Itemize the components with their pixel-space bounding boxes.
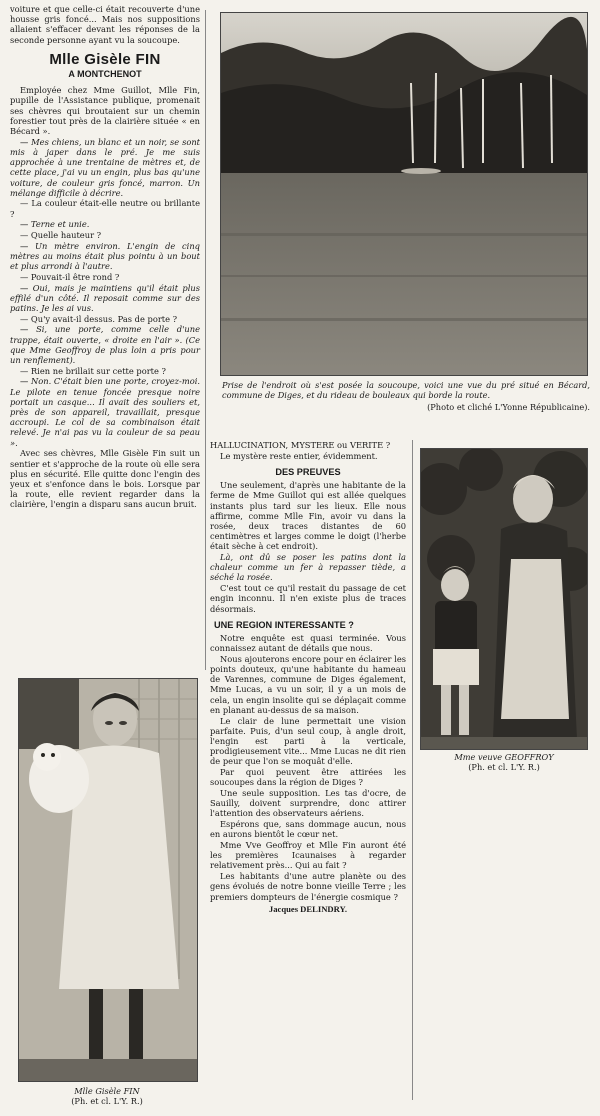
middle-paragraph: C'est tout ce qu'il restait du passage de cet engin inconnu. Il n'en existe plus de traces désormais. [210, 583, 406, 614]
left-paragraph: — Mes chiens, un blanc et un noir, se sont mis à japer dans le pré. Je me suis approchée à une trentaine de mètres et, de cette place, j'ai vu un engin, plus bas qu'une voiture, de couleur gris foncé, marron. Un mélange difficile à décrire. [10, 136, 200, 198]
field-photo-caption-block [222, 380, 590, 412]
intro-paragraph: voiture et que celle-ci était recouverte d'une housse gris foncé... Mais nos suppositions allaient s'effacer devant les réponses de la seconde personne ayant vu la soucoupe. [10, 4, 200, 45]
column-divider [412, 440, 413, 1100]
author-signature: Jacques DELINDRY. [268, 903, 348, 914]
column-divider [205, 10, 206, 670]
left-paragraph: — Rien ne brillait sur cette porte ? [20, 365, 167, 376]
location-heading: A MONTCHENOT [68, 69, 142, 80]
left-paragraph: Avec ses chèvres, Mlle Gisèle Fin suit un sentier et s'approche de la route où elle sera plus en sécurité. Elle quitte donc l'engin des yeux et s'enfonce dans le bois. Lorsque par la route, elle revient regarder dans la clairière, l'engin a disparu sans aucun bruit. [10, 448, 200, 510]
geoffroy-photo [420, 448, 588, 750]
opening-text: Le mystère reste entier, évidemment. [220, 450, 378, 461]
left-paragraph: — Un mètre environ. L'engin de cinq mètres au moins était plus pointu à un bout et plus arrondi à l'autre. [10, 240, 200, 272]
geoffroy-photo-caption: Mme veuve GEOFFROY [454, 752, 554, 762]
middle-paragraph: Par quoi peuvent être attirées les soucoupes dans la région de Diges ? [210, 767, 406, 788]
section-heading-region: UNE REGION INTERESSANTE ? [214, 619, 354, 630]
left-paragraph: — Si, une porte, comme celle d'une trappe, était ouverte, « droite en l'air ». (Ce que Mme Geoffroy de plus loin a pris pour un renflement). [10, 324, 200, 365]
middle-paragraph: Nous ajouterons encore pour en éclairer les points douteux, qu'une habitante du hameau de Varennes, commune de Diges également, Mme Lucas, a vu un soir, il y a un mois de cela, un engin insolite qui se déplaçait comme en planant au-dessus de sa maison. [210, 653, 406, 715]
left-paragraph: Employée chez Mme Guillot, Mlle Fin, pupille de l'Assistance publique, promenait ses chèvres qui broutaient sur un chemin forestier tout près de la clairière située « en Bécard ». [10, 85, 200, 137]
field-photo [220, 12, 588, 376]
left-paragraph: — Oui, mais je maintiens qu'il était plus effilé d'un côté. Il reposait comme sur des patins. Je les ai vus. [10, 282, 200, 313]
middle-paragraph: Une seulement, d'après une habitante de la ferme de Mme Guillot qui est allée quelques instants plus tard sur les lieux. Elle nous affirme, comme Mlle Fin, avoir vu dans la rosée, deux traces distantes de 60 centimètres et larges comme le doigt (l'herbe était sèche à cet endroit). [210, 480, 406, 552]
middle-column [210, 440, 406, 914]
middle-paragraph: Notre enquête est quasi terminée. Vous connaissez autant de détails que nous. [210, 632, 406, 654]
middle-paragraph: Les habitants d'une autre planète ou des gens évolués de notre bonne vieille Terre ; les premiers dompteurs de l'énergie cosmique ? [210, 871, 406, 902]
left-paragraph: — Quelle hauteur ? [20, 230, 102, 241]
section-heading-preuves: DES PREUVES [275, 466, 341, 477]
opening-heading: HALLUCINATION, MYSTERE ou VERITE ? [210, 440, 391, 450]
field-photo-credit: (Photo et cliché L'Yonne Républicaine). [427, 402, 590, 412]
left-paragraph: — Pouvait-il être rond ? [20, 271, 120, 282]
left-paragraph: — Terne et unie. [20, 219, 90, 230]
gisele-photo-caption: Mlle Gisèle FIN [74, 1086, 140, 1096]
gisele-caption-block [18, 1086, 196, 1106]
geoffroy-photo-image [421, 449, 587, 749]
field-photo-image [221, 13, 587, 375]
left-column [10, 0, 200, 510]
middle-paragraph: Espérons que, sans dommage aucun, nous en aurons bientôt le cœur net. [210, 819, 406, 840]
middle-paragraph: Mme Vve Geoffroy et Mlle Fin auront été les premières Icaunaises à regarder relativement près... Qui au fait ? [210, 840, 406, 871]
gisele-photo [18, 678, 198, 1082]
left-paragraph: — Qu'y avait-il dessus. Pas de porte ? [20, 313, 178, 324]
gisele-photo-credit: (Ph. et cl. L'Y. R.) [71, 1096, 143, 1106]
middle-paragraph: Là, ont dû se poser les patins dont la chaleur comme un fer à repasser tiède, a séché la rosée. [210, 552, 406, 583]
left-paragraph: — Non. C'était bien une porte, croyez-moi. Le pilote en tenue foncée presque noire portait un casque... Il avait des souliers et, près de son appareil, travaillait, presque accroupi. Le col de sa combinaison était relevé. Je n'ai pas vu la couleur de sa peau ». [10, 376, 200, 448]
geoffroy-caption-block [420, 752, 588, 772]
left-paragraph: — La couleur était-elle neutre ou brillante ? [10, 198, 200, 219]
middle-paragraph: Une seule supposition. Les tas d'ocre, de Sauilly, doivent surprendre, donc attirer l'attention des observateurs aériens. [210, 788, 406, 819]
geoffroy-photo-credit: (Ph. et cl. L'Y. R.) [468, 762, 540, 772]
field-photo-caption: Prise de l'endroit où s'est posée la soucoupe, voici une vue du pré situé en Bécard, commune de Diges, et du rideau de bouleaux qui borde la route. [222, 380, 590, 400]
middle-paragraph: Le clair de lune permettait une vision parfaite. Puis, d'un seul coup, à angle droit, l'engin est parti à la verticale, prodigieusement vite... Mme Lucas ne dit rien de peur que l'on se moquât d'elle. [210, 715, 406, 767]
gisele-photo-image [19, 679, 197, 1081]
name-heading: Mlle Gisèle FIN [49, 50, 161, 68]
